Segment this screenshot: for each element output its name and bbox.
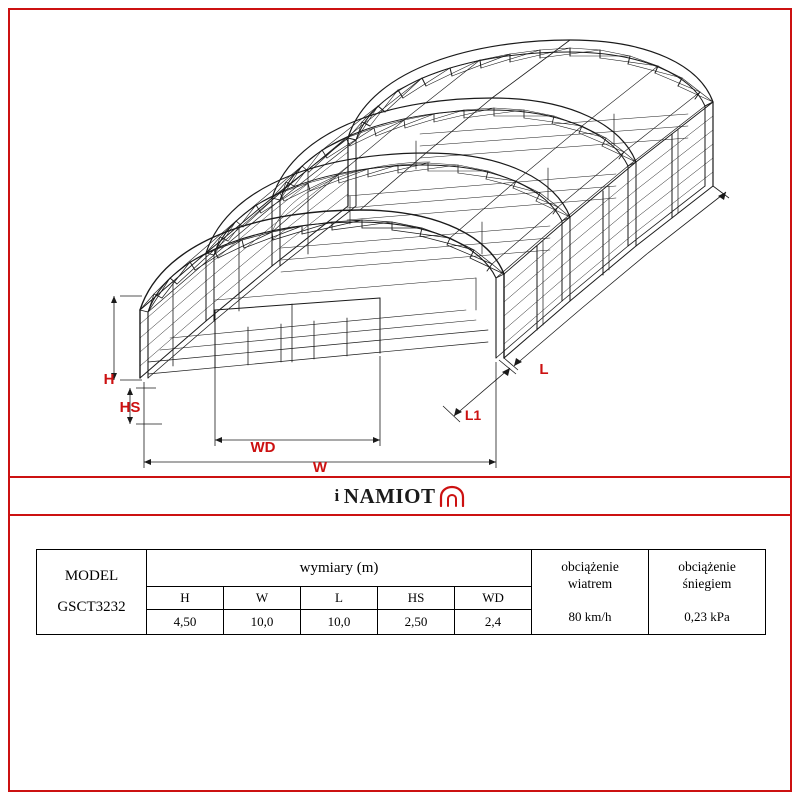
header-snow-load xyxy=(649,550,766,635)
col-header-HS: HS xyxy=(378,587,455,610)
cell-WD: 2,4 xyxy=(455,610,532,635)
dimension-label-H: H xyxy=(103,371,115,388)
header-dimensions: wymiary (m) xyxy=(147,550,532,587)
brand-logo xyxy=(335,484,466,509)
header-wind-load-line2: wiatrem xyxy=(567,575,613,591)
col-header-W: W xyxy=(224,587,301,610)
col-header-H: H xyxy=(147,587,224,610)
col-header-WD: WD xyxy=(455,587,532,610)
dimension-label-L1: L1 xyxy=(464,407,482,423)
brand-name: NAMIOT xyxy=(343,483,436,508)
cell-H: 4,50 xyxy=(147,610,224,635)
tent-arch-icon xyxy=(439,485,465,507)
cell-L: 10,0 xyxy=(301,610,378,635)
header-snow-load-line1: obciążenie xyxy=(678,559,736,574)
header-model xyxy=(37,550,147,635)
col-header-L: L xyxy=(301,587,378,610)
table-header-row xyxy=(37,550,766,587)
specification-table xyxy=(36,549,765,635)
cell-model-code: GSCT3232 xyxy=(57,599,126,615)
brand-name-lead: i xyxy=(334,486,340,505)
brand-band xyxy=(10,476,790,516)
header-snow-load-line2: śniegiem xyxy=(682,575,732,591)
cell-HS: 2,50 xyxy=(378,610,455,635)
cell-wind-value: 80 km/h xyxy=(568,608,612,624)
header-wind-load-line1: obciążenie xyxy=(561,559,619,574)
header-wind-load xyxy=(532,550,649,635)
header-model-label: MODEL xyxy=(64,568,119,584)
dimension-label-WD: WD xyxy=(250,439,276,456)
tent-technical-drawing xyxy=(10,10,790,476)
cell-W: 10,0 xyxy=(224,610,301,635)
dimension-label-HS: HS xyxy=(119,399,141,416)
cell-snow-value: 0,23 kPa xyxy=(684,608,730,624)
dimension-label-W: W xyxy=(312,459,328,476)
dimension-label-L: L xyxy=(539,361,549,378)
